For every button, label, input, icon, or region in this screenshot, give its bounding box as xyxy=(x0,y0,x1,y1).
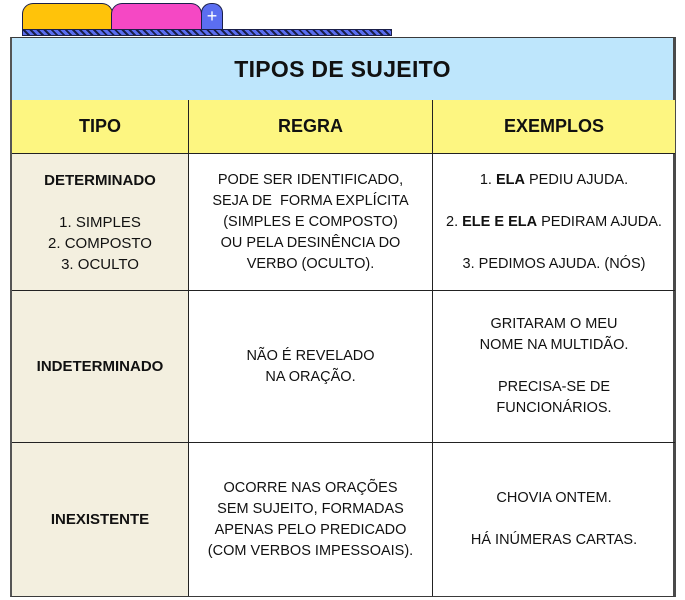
table-row-determinado-type xyxy=(12,154,189,291)
rule-line: SEJA DE FORMA EXPLÍCITA xyxy=(212,192,409,209)
header-regra: REGRA xyxy=(189,100,433,154)
table-row-inexistente-examples xyxy=(433,443,675,596)
tab-pink[interactable] xyxy=(111,3,202,30)
rule-line: NA ORAÇÃO. xyxy=(265,368,356,385)
subtype-item: 2. COMPOSTO xyxy=(48,235,152,252)
example-line: 3. PEDIMOS AJUDA. (NÓS) xyxy=(462,255,646,272)
subtype-item: 1. SIMPLES xyxy=(59,214,141,231)
tab-yellow[interactable] xyxy=(22,3,113,30)
table-row-indeterminado-examples xyxy=(433,291,675,443)
example-line: HÁ INÚMERAS CARTAS. xyxy=(470,532,638,548)
rule-line: OCORRE NAS ORAÇÕES xyxy=(223,479,398,496)
example-line: PRECISA-SE DE xyxy=(498,379,610,395)
header-exemplos: EXEMPLOS xyxy=(433,100,675,154)
table-row-indeterminado-rule xyxy=(189,291,433,443)
subtype-item: 3. OCULTO xyxy=(61,256,139,273)
rule-line: (COM VERBOS IMPESSOAIS). xyxy=(207,542,414,559)
page-title: TIPOS DE SUJEITO xyxy=(12,38,673,101)
rule-line: NÃO É REVELADO xyxy=(246,347,375,364)
plus-icon: + xyxy=(206,6,218,26)
example-line: 1. ELA PEDIU AJUDA. xyxy=(479,171,629,188)
example-line: 2. ELE E ELA PEDIRAM AJUDA. xyxy=(446,213,662,230)
table-row-determinado-examples xyxy=(433,154,675,291)
rule-line: VERBO (OCULTO). xyxy=(246,255,375,272)
table-row-inexistente-rule xyxy=(189,443,433,596)
example-line: GRITARAM O MEU xyxy=(490,316,618,332)
hatched-bar xyxy=(22,29,392,36)
example-line: FUNCIONÁRIOS. xyxy=(496,400,612,416)
rule-line: APENAS PELO PREDICADO xyxy=(214,521,407,538)
rule-line: SEM SUJEITO, FORMADAS xyxy=(217,500,404,517)
add-tab-button[interactable] xyxy=(201,3,223,30)
example-line: NOME NA MULTIDÃO. xyxy=(479,337,629,353)
rule-line: PODE SER IDENTIFICADO, xyxy=(217,171,404,188)
table-row-determinado-rule xyxy=(189,154,433,291)
type-label: INEXISTENTE xyxy=(50,511,150,528)
header-tipo: TIPO xyxy=(12,100,189,154)
type-label: INDETERMINADO xyxy=(36,358,164,375)
subject-types-table xyxy=(10,37,676,597)
type-label: DETERMINADO xyxy=(44,172,156,189)
table-row-inexistente-type xyxy=(12,443,189,596)
rule-line: (SIMPLES E COMPOSTO) xyxy=(223,213,398,230)
rule-line: OU PELA DESINÊNCIA DO xyxy=(220,234,401,251)
example-line: CHOVIA ONTEM. xyxy=(496,490,612,506)
table-row-indeterminado-type xyxy=(12,291,189,443)
